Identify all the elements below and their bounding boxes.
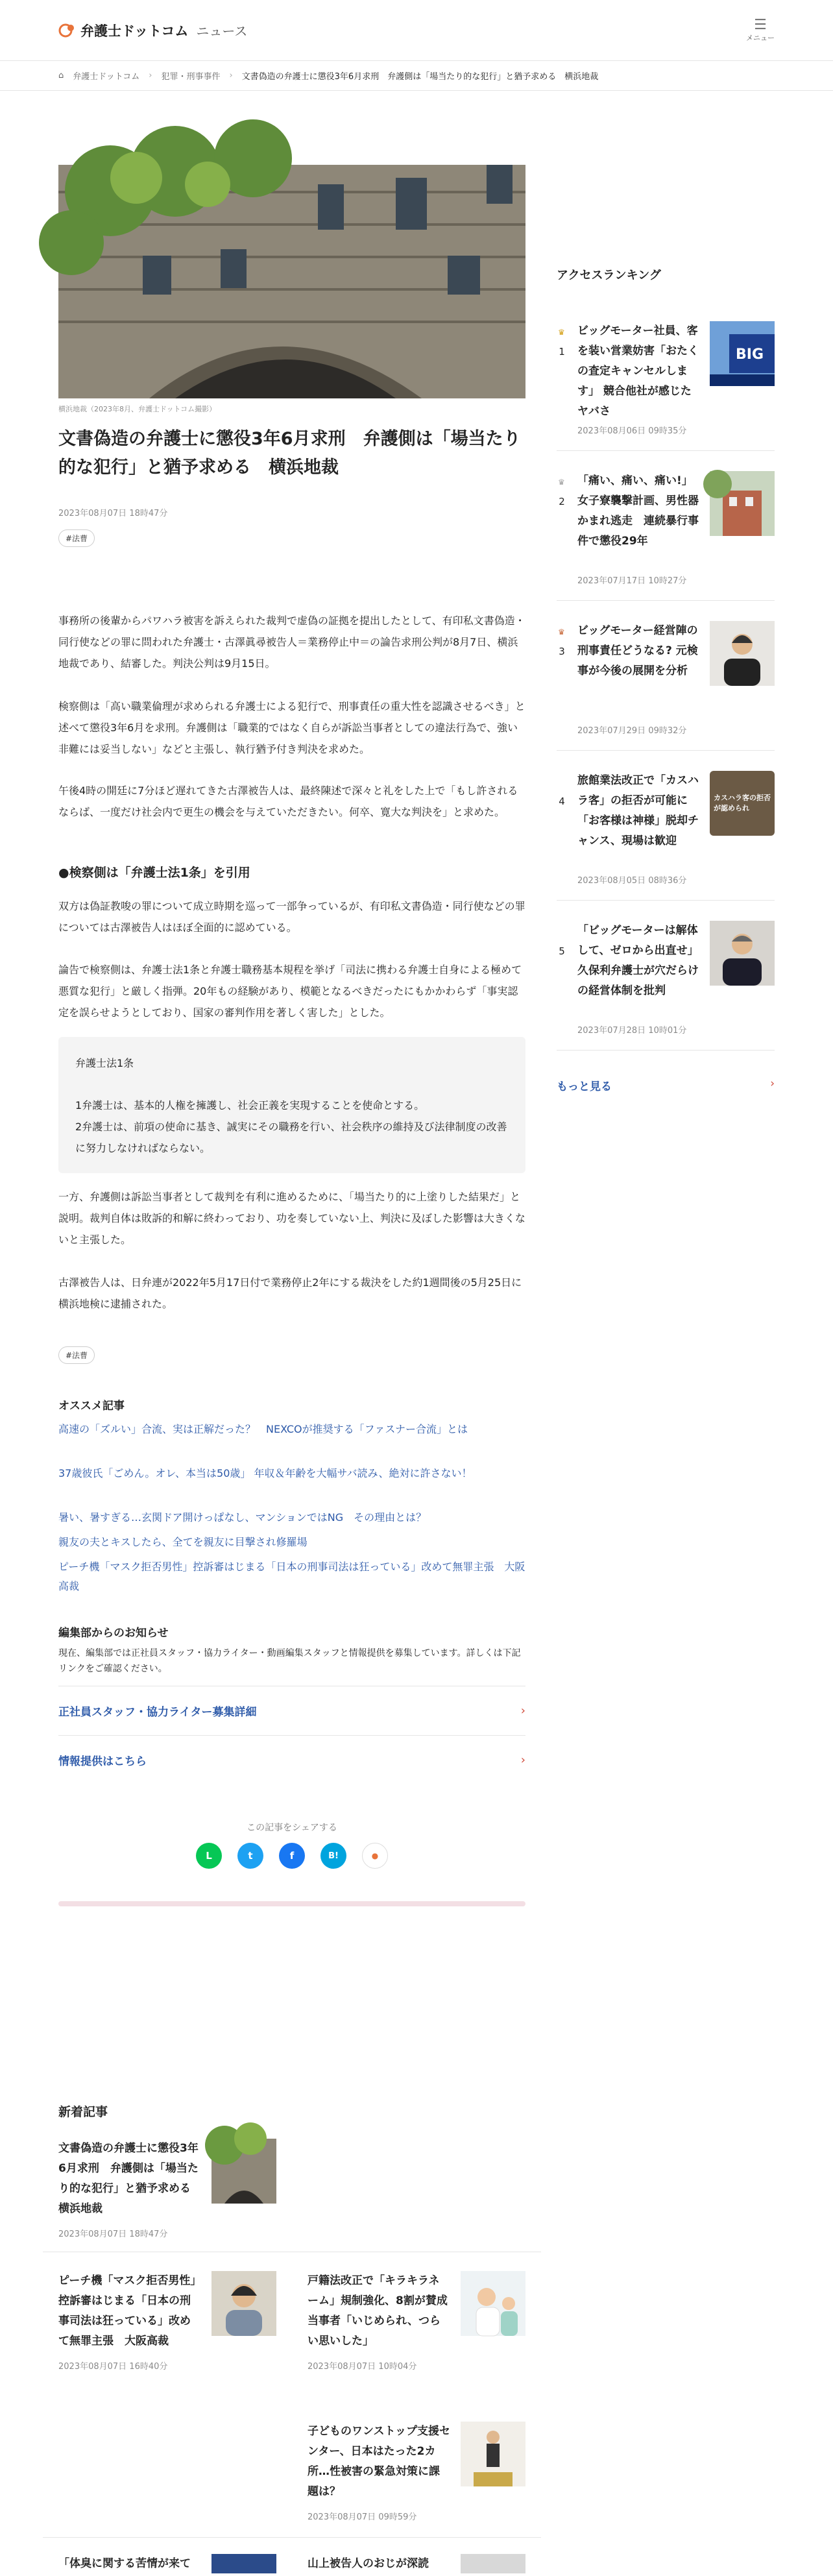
ranking-item[interactable] <box>557 471 775 601</box>
recruit-link-label: 正社員スタッフ・協力ライター募集詳細 <box>58 1706 257 1719</box>
new-article-thumbnail <box>461 2554 525 2573</box>
new-article-card[interactable] <box>58 2554 276 2574</box>
article-paragraph: 一方、弁護側は訴訟当事者として裁判を有利に進めるために、「場当たり的に上塗りした結果だ」と説明。裁判自体は敗訴的和解に終わっており、功を奏していない上、判決に及ぼした影響は大きくないと主張した。 <box>58 1191 525 1246</box>
new-article-title: ピーチ機「マスク拒否男性」控訴審はじまる「日本の刑事司法は狂っている」改めて無罪主張 大阪高裁 <box>58 2274 196 2348</box>
recommend-link[interactable]: ピーチ機「マスク拒否男性」控訴審はじまる「日本の刑事司法は狂っている」改めて無罪主張 大阪高裁 <box>58 1561 525 1592</box>
breadcrumb-separator: › <box>229 71 233 80</box>
line-share-button[interactable]: L <box>196 1843 222 1869</box>
new-article-title: 文書偽造の弁護士に懲役3年6月求刑 弁護側は「場当たり的な犯行」と猶予求める 横浜地裁 <box>58 2142 202 2215</box>
new-article-title: 戸籍法改正で「キラキラネーム」規制強化、8割が賛成 当事者「いじめられ、つらい思いした」 <box>308 2274 448 2348</box>
ranking-more-label: もっと見る <box>557 1080 612 1093</box>
ranking-title: アクセスランキング <box>557 269 661 282</box>
article-paragraph: 論告で検察側は、弁護士法1条と弁護士職務基本規程を挙げ「司法に携わる弁護士自身による極めて悪質な犯行」と厳しく指弾。20年もの経験があり、模範となるべきだったにもかかわらず「事実認定を誤らせようとしており、国家の審判作用を著しく害した」とした。 <box>58 964 522 1019</box>
new-articles-title: 新着記事 <box>58 2105 108 2119</box>
ranking-title-text: ビッグモーター経営陣の刑事責任どうなる? 元検事が今後の展開を分析 <box>577 624 698 677</box>
ranking-number: 4 <box>559 796 565 807</box>
recommend-link[interactable]: 高速の「ズルい」合流、実は正解だった？ NEXCOが推奨する「ファスナー合流」とは <box>58 1423 468 1435</box>
ranking-date: 2023年08月06日 09時35分 <box>577 426 687 436</box>
crown-icon: ♛ <box>558 328 565 337</box>
site-logo[interactable] <box>58 21 247 40</box>
ranking-date: 2023年07月29日 09時32分 <box>577 726 687 736</box>
notice-text: 現在、編集部では正社員スタッフ・協力ライター・動画編集スタッフと情報提供を募集しています。詳しくは下記リンクをご確認ください。 <box>58 1648 521 1674</box>
logo-mark-icon <box>58 22 75 39</box>
home-icon: ⌂ <box>58 71 64 80</box>
article-title: 文書偽造の弁護士に懲役3年6月求刑 弁護側は「場当たり的な犯行」と猶予求める 横浜地裁 <box>58 429 521 478</box>
ranking-more-link[interactable] <box>557 1077 775 1093</box>
new-article-card[interactable] <box>308 2554 525 2574</box>
ranking-number: 5 <box>559 945 565 957</box>
ranking-item[interactable] <box>557 321 775 451</box>
section-divider <box>58 1901 525 1906</box>
recommend-link[interactable]: 37歳彼氏「ごめん。オレ、本当は50歳」 年収＆年齢を大幅サバ読み、絶対に許さない！ <box>58 1467 472 1479</box>
ranking-item[interactable] <box>557 621 775 751</box>
article-paragraph: 双方は偽証教唆の罪について成立時期を巡って一部争っているが、有印私文書偽造・同行使などの罪については古澤被告人はほぼ全面的に認めている。 <box>58 900 525 934</box>
site-header <box>0 0 833 61</box>
image-caption: 横浜地裁（2023年8月、弁護士ドットコム撮影） <box>58 405 217 413</box>
tag-badge[interactable]: #法曹 <box>58 1346 95 1364</box>
new-article-thumbnail <box>211 2139 276 2204</box>
new-article-thumbnail <box>211 2554 276 2573</box>
ranking-number: 1 <box>559 346 565 358</box>
law-quote-box <box>58 1037 525 1173</box>
recommend-title: オススメ記事 <box>58 1400 125 1413</box>
article-date: 2023年08月07日 18時47分 <box>58 509 168 518</box>
new-article-thumbnail <box>461 2271 525 2336</box>
hatena-share-button[interactable]: B! <box>320 1843 346 1869</box>
recommend-link[interactable]: 親友の夫とキスしたら、全てを親友に目撃され修羅場 <box>58 1536 308 1548</box>
breadcrumb-category[interactable]: 犯罪・刑事事件 <box>161 72 221 82</box>
recommend-link[interactable]: 暑い、暑すぎる…玄関ドア開けっぱなし、マンションではNG その理由とは？ <box>58 1511 427 1524</box>
svg-text:BIG: BIG <box>736 346 764 363</box>
new-article-title: 子どものワンストップ支援センター、日本はたった2カ所…性被害の緊急対策に課題は？ <box>308 2425 450 2498</box>
article-paragraph: 検察側は「高い職業倫理が求められる弁護士による犯行で、刑事責任の重大性を認識させるべき」と述べて懲役3年6月を求刑。弁護側は「職業的ではなく自らが訴訟当事者としての違法行為で、強い非難には妥当しない」などと主張し、執行猶予付き判決を求めた。 <box>58 700 525 755</box>
new-article-card[interactable] <box>308 2271 525 2372</box>
ranking-thumbnail <box>710 321 775 386</box>
ranking-thumbnail <box>710 621 775 686</box>
share-buttons <box>58 1843 525 1869</box>
chevron-right-icon: › <box>770 1077 775 1090</box>
content-container <box>58 91 775 2570</box>
chevron-right-icon: › <box>520 1704 525 1718</box>
ranking-number: 2 <box>559 496 565 507</box>
menu-button[interactable] <box>746 18 775 43</box>
tag-badge[interactable]: #法曹 <box>58 529 95 547</box>
ranking-thumbnail <box>710 471 775 536</box>
ranking-item[interactable] <box>557 771 775 901</box>
tip-link[interactable] <box>58 1735 525 1784</box>
article-paragraph: 午後4時の開廷に7分ほど遅れてきた古澤被告人は、最終陳述で深々と礼をした上で「もし許されるならば、一度だけ社会内で更生の機会を与えていただきたい。何卒、寛大な判決を」と求めた。 <box>58 784 518 818</box>
ranking-date: 2023年08月05日 08時36分 <box>577 876 687 886</box>
breadcrumb-home[interactable]: 弁護士ドットコム <box>73 72 140 82</box>
article-paragraph: 古澤被告人は、日弁連が2022年5月17日付で業務停止2年にする裁決をした約1週間後の5月25日に横浜地検に逮捕された。 <box>58 1276 522 1310</box>
new-article-date: 2023年08月07日 18時47分 <box>58 2230 168 2239</box>
ranking-thumbnail <box>710 771 775 836</box>
chevron-right-icon: › <box>520 1753 525 1767</box>
twitter-share-button[interactable]: t <box>237 1843 263 1869</box>
new-article-card[interactable] <box>308 2422 525 2522</box>
notice-title: 編集部からのお知らせ <box>58 1627 169 1640</box>
new-article-thumbnail <box>461 2422 525 2486</box>
new-article-card[interactable] <box>58 2271 276 2372</box>
breadcrumb-current: 文書偽造の弁護士に懲役3年6月求刑 弁護側は「場当たり的な犯行」と猶予求める 横浜地裁 <box>241 72 599 82</box>
article-paragraph: 事務所の後輩からパワハラ被害を訴えられた裁判で虚偽の証拠を提出したとして、有印私文書偽造・同行使などの罪に問われた弁護士・古澤眞尋被告人＝業務停止中＝の論告求刑公判が8月7日、横浜地裁であり、結審した。判決公判は9月15日。 <box>58 614 525 670</box>
new-article-thumbnail <box>211 2271 276 2336</box>
other-share-button[interactable]: ● <box>362 1843 388 1869</box>
ranking-number: 3 <box>559 646 565 657</box>
card-divider <box>43 2537 541 2538</box>
new-article-date: 2023年08月07日 09時59分 <box>308 2512 417 2522</box>
ranking-title-text: 「痛い、痛い、痛い!」女子寮襲撃計画、男性器かまれ逃走 連続暴行事件で懲役29年 <box>577 474 699 548</box>
share-label: この記事をシェアする <box>247 1823 337 1833</box>
ranking-thumbnail <box>710 921 775 986</box>
law-quote-title: 弁護士法1条 <box>75 1057 134 1069</box>
new-article-date: 2023年08月07日 10時04分 <box>308 2362 417 2372</box>
ranking-item[interactable] <box>557 921 775 1051</box>
ranking-date: 2023年07月28日 10時01分 <box>577 1026 687 1036</box>
new-article-title: 「体臭に関する苦情が来て <box>58 2557 191 2570</box>
tip-link-label: 情報提供はこちら <box>58 1755 147 1768</box>
facebook-share-button[interactable]: f <box>279 1843 305 1869</box>
hero-image <box>58 165 525 398</box>
ranking-title-text: 「ビッグモーターは解体して、ゼロから出直せ」久保利弁護士が穴だらけの経営体制を批判 <box>577 924 699 997</box>
ranking-title-text: 旅館業法改正で「カスハラ客」の拒否が可能に「お客様は神様」脱却チャンス、現場は歓迎 <box>577 774 699 847</box>
new-article-card[interactable] <box>58 2139 276 2239</box>
ranking-date: 2023年07月17日 10時27分 <box>577 576 687 586</box>
menu-label: メニュー <box>746 33 775 42</box>
breadcrumb-separator: › <box>149 71 152 80</box>
crown-icon: ♛ <box>558 627 565 637</box>
ranking-title-text: ビッグモーター社員、客を装い営業妨害「おたくの査定キャンセルします」 競合他社が感じたヤバさ <box>577 324 699 418</box>
law-quote-line: 2弁護士は、前項の使命に基き、誠実にその職務を行い、社会秩序の維持及び法律制度の改善に努力しなければならない。 <box>75 1121 507 1154</box>
section-heading: ●検察側は「弁護士法1条」を引用 <box>58 866 250 880</box>
logo-sub: ニュース <box>196 23 248 39</box>
recruit-link[interactable] <box>58 1686 525 1735</box>
crown-icon: ♛ <box>558 478 565 487</box>
logo-text: 弁護士ドットコム <box>80 23 189 39</box>
hamburger-icon: ☰ <box>754 16 767 33</box>
new-article-title: 山上被告人のおじが深読 <box>308 2557 429 2570</box>
new-article-date: 2023年08月07日 16時40分 <box>58 2362 168 2372</box>
ranking-thumbnail-text: カスハラ客の拒否が認められ <box>714 794 771 812</box>
breadcrumb <box>0 61 833 91</box>
law-quote-line: 1弁護士は、基本的人権を擁護し、社会正義を実現することを使命とする。 <box>75 1099 425 1112</box>
